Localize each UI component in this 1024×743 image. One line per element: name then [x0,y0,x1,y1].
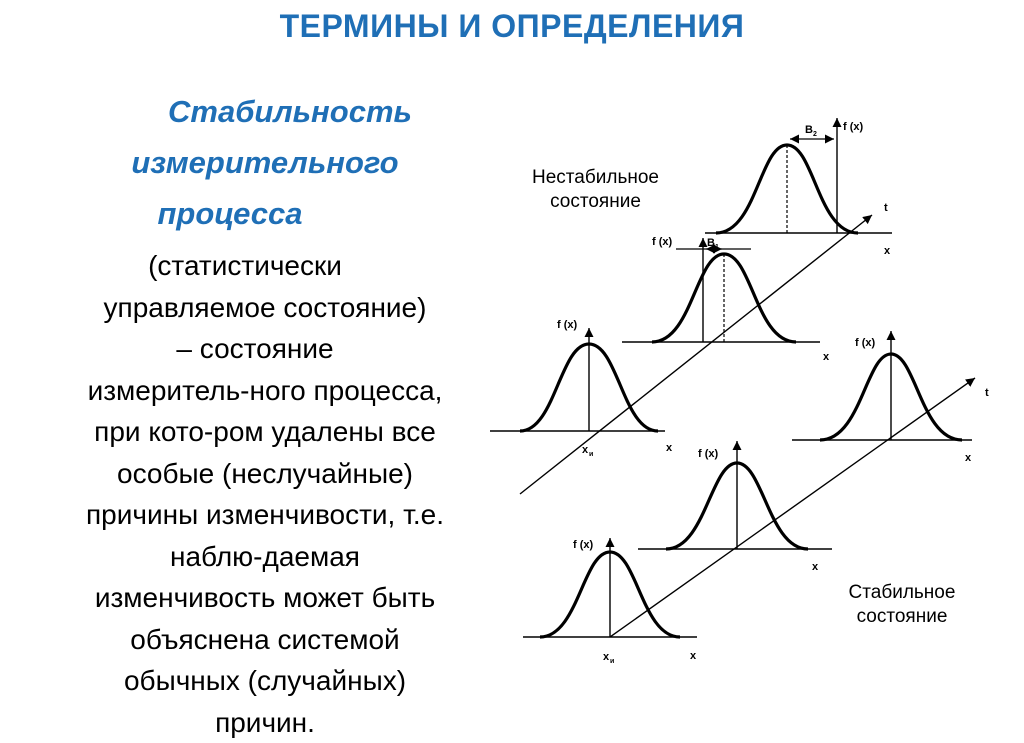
curve-b-x-label: x [823,351,830,363]
curve-d-xi-label: x [603,651,610,663]
curve-a-fx-label: f (x) [557,319,578,331]
unstable-t-label: t [884,202,888,214]
definition-line-2: управляемое состояние) [40,287,490,329]
page-title: ТЕРМИНЫ И ОПРЕДЕЛЕНИЯ [0,8,1024,45]
definition-line-11: обычных (случайных) [40,660,490,702]
definition-line-12: причин. [40,702,490,743]
term-heading-line-1: Стабильность [150,86,430,137]
curve-c-b2-label: B [805,124,813,136]
curve-b-b1-sub: 1 [715,244,719,251]
curve-c-x-label: x [884,245,891,257]
definition-line-7: причины изменчивости, т.е. [40,494,490,536]
stable-label-line-2: состояние [822,605,982,629]
curve-c-b2-sub: 2 [813,131,817,138]
definition-line-3: – состояние [20,328,490,370]
unstable-label-line-2: состояние [508,190,683,214]
curve-e-x-label: x [812,561,819,573]
definition-line-10: объяснена системой [40,619,490,661]
curve-a-x-label: x [666,442,673,454]
curve-d-fx-label: f (x) [573,539,594,551]
stable-time-axis [610,378,975,637]
stable-t-label: t [985,387,989,399]
curve-b-fx-label: f (x) [652,236,673,248]
curve-a-xi-label: x [582,444,589,456]
definition-line-6: особые (неслучайные) [40,453,490,495]
term-heading-line-2: измерительного [100,137,430,188]
curve-d-x-label: x [690,650,697,662]
term-heading-line-3: процесса [30,188,430,239]
definition-line-9: изменчивость может быть [40,577,490,619]
definition-line-4: измеритель-ного процесса, [40,370,490,412]
definition-line-5: при кото-ром удалены все [40,411,490,453]
curve-b-bell [652,254,796,342]
stable-label-line-1: Стабильное [822,581,982,605]
curve-f-x-label: x [965,452,972,464]
curve-e-fx-label: f (x) [698,448,719,460]
curve-a-xi-sub: и [589,451,593,458]
unstable-label-line-1: Нестабильное [508,166,683,190]
curve-c-fx-label: f (x) [843,121,864,133]
curve-b-b1-label: B [707,237,715,249]
curve-d-xi-sub: и [610,658,614,665]
definition-line-8: наблю-даемая [40,536,490,578]
definition-line-1: (статистически [0,245,490,287]
curve-f-fx-label: f (x) [855,337,876,349]
